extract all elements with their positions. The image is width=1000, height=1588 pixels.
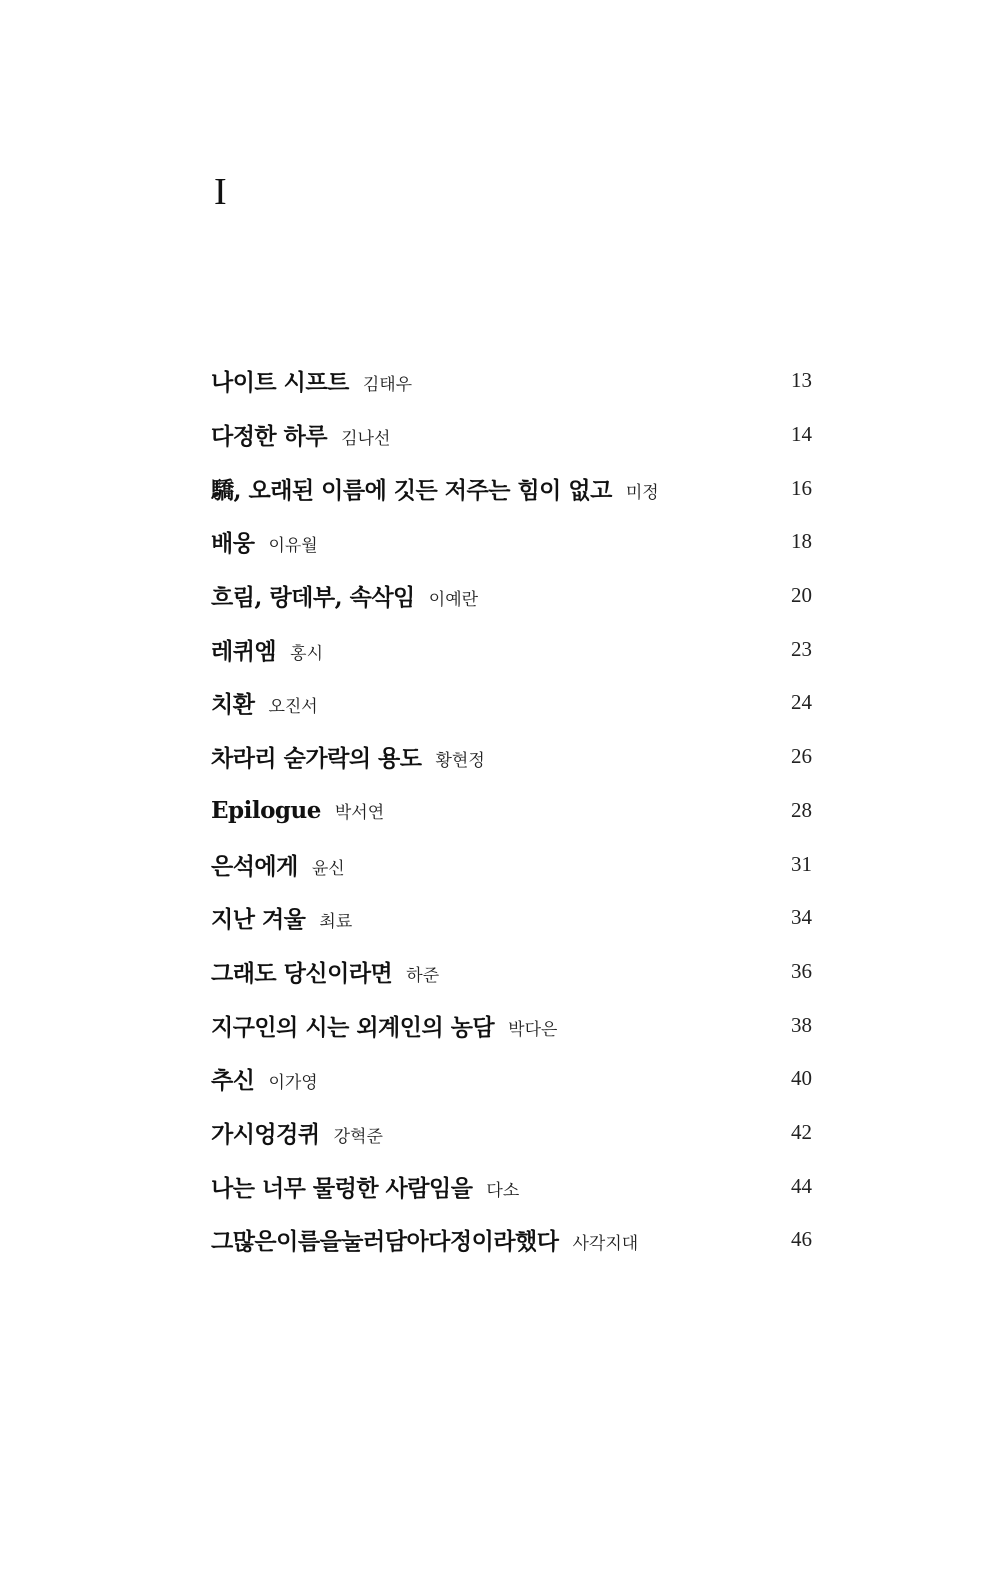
toc-author: 하준 <box>406 965 440 986</box>
toc-author: 홍시 <box>290 643 324 664</box>
toc-entry-left <box>211 740 485 773</box>
toc-title: 추신 <box>211 1067 255 1095</box>
toc-page-number: 34 <box>791 905 812 930</box>
toc-author: 이예란 <box>428 590 479 611</box>
toc-title: 차라리 숟가락의 용도 <box>211 745 422 773</box>
toc-page-number: 46 <box>791 1227 812 1252</box>
toc-entry[interactable] <box>211 945 812 999</box>
toc-entry-left <box>211 797 384 824</box>
toc-author: 황현정 <box>435 751 485 772</box>
toc-entry[interactable] <box>211 891 812 945</box>
toc-title: 흐림, 랑데부, 속삭임 <box>211 584 415 612</box>
toc-entry-left <box>211 418 390 451</box>
toc-page-number: 40 <box>791 1066 812 1091</box>
toc-title: 다정한 하루 <box>211 423 328 451</box>
toc-entry-left <box>211 364 412 397</box>
toc-page-number: 16 <box>791 475 812 500</box>
toc-entry[interactable] <box>211 998 812 1052</box>
toc-title: 지구인의 시는 외계인의 농담 <box>211 1013 495 1041</box>
toc-page-number: 36 <box>791 958 812 983</box>
toc-author: 박다은 <box>508 1019 558 1040</box>
toc-entry[interactable] <box>211 354 812 408</box>
toc-entry[interactable] <box>211 784 812 838</box>
toc-page-number: 44 <box>791 1173 812 1198</box>
toc-entry[interactable] <box>211 1213 812 1267</box>
toc-title: 지난 겨울 <box>211 906 306 934</box>
toc-author: 김나선 <box>341 429 391 450</box>
toc-entry-left <box>211 525 318 558</box>
toc-author: 강혁준 <box>333 1126 383 1147</box>
toc-entry-left <box>211 472 659 505</box>
toc-entry-left <box>211 1009 557 1042</box>
toc-entry-left <box>211 955 439 988</box>
section-numeral: I <box>214 171 227 213</box>
toc-entry[interactable] <box>211 730 812 784</box>
toc-entry-left <box>211 633 323 666</box>
toc-title: 나는 너무 물렁한 사람임을 <box>211 1174 473 1202</box>
toc-page-number: 26 <box>791 744 812 769</box>
toc-entry-left <box>211 1223 638 1256</box>
toc-page-number: 14 <box>791 422 812 447</box>
toc-page-number: 23 <box>791 636 812 661</box>
toc-page-number: 13 <box>791 368 812 393</box>
toc-entry[interactable] <box>211 515 812 569</box>
toc-title: 나이트 시프트 <box>211 369 349 397</box>
toc-title: 은석에게 <box>211 852 298 880</box>
toc-title: Epilogue <box>211 796 321 824</box>
toc-entry-left <box>211 579 478 612</box>
toc-author: 사각지대 <box>572 1234 639 1255</box>
toc-page-number: 18 <box>791 529 812 554</box>
toc-author: 김태우 <box>362 375 413 396</box>
toc-author: 이가영 <box>268 1073 318 1094</box>
toc-entry-left <box>211 1116 383 1149</box>
toc-entry-left <box>211 848 345 881</box>
toc-entry[interactable] <box>211 408 812 462</box>
toc-page-number: 20 <box>791 583 812 608</box>
toc-entry-left <box>211 1170 519 1203</box>
toc-author: 박서연 <box>334 802 385 823</box>
toc-entry[interactable] <box>211 461 812 515</box>
toc-entry[interactable] <box>211 1052 812 1106</box>
toc-title: 가시엉겅퀴 <box>211 1120 320 1148</box>
toc-entry[interactable] <box>211 622 812 676</box>
toc-entry-left <box>211 1062 318 1095</box>
toc-entry-left <box>211 901 352 934</box>
toc-author: 최료 <box>319 912 353 933</box>
toc-author: 다소 <box>486 1180 520 1201</box>
toc-author: 오진서 <box>268 697 318 718</box>
toc-page-number: 31 <box>791 851 812 876</box>
toc-title: 레퀴엠 <box>211 637 277 665</box>
toc-title: 그많은이름을눌러담아다정이라했다 <box>211 1228 559 1256</box>
toc-author: 윤신 <box>311 858 345 879</box>
toc-author: 미정 <box>625 482 659 503</box>
toc-entry[interactable] <box>211 676 812 730</box>
table-of-contents <box>211 354 812 1267</box>
toc-entry[interactable] <box>211 1159 812 1213</box>
toc-page-number: 28 <box>791 797 812 822</box>
toc-page-number: 24 <box>791 690 812 715</box>
toc-title: 그래도 당신이라면 <box>211 959 393 987</box>
toc-entry-left <box>211 686 318 719</box>
toc-title: 驕, 오래된 이름에 깃든 저주는 힘이 없고 <box>211 476 612 504</box>
toc-author: 이유월 <box>268 536 318 557</box>
toc-entry[interactable] <box>211 569 812 623</box>
toc-title: 치환 <box>211 691 255 719</box>
toc-entry[interactable] <box>211 837 812 891</box>
toc-title: 배웅 <box>211 530 255 558</box>
toc-page-number: 42 <box>791 1119 812 1144</box>
toc-entry[interactable] <box>211 1106 812 1160</box>
toc-page-number: 38 <box>791 1012 812 1037</box>
